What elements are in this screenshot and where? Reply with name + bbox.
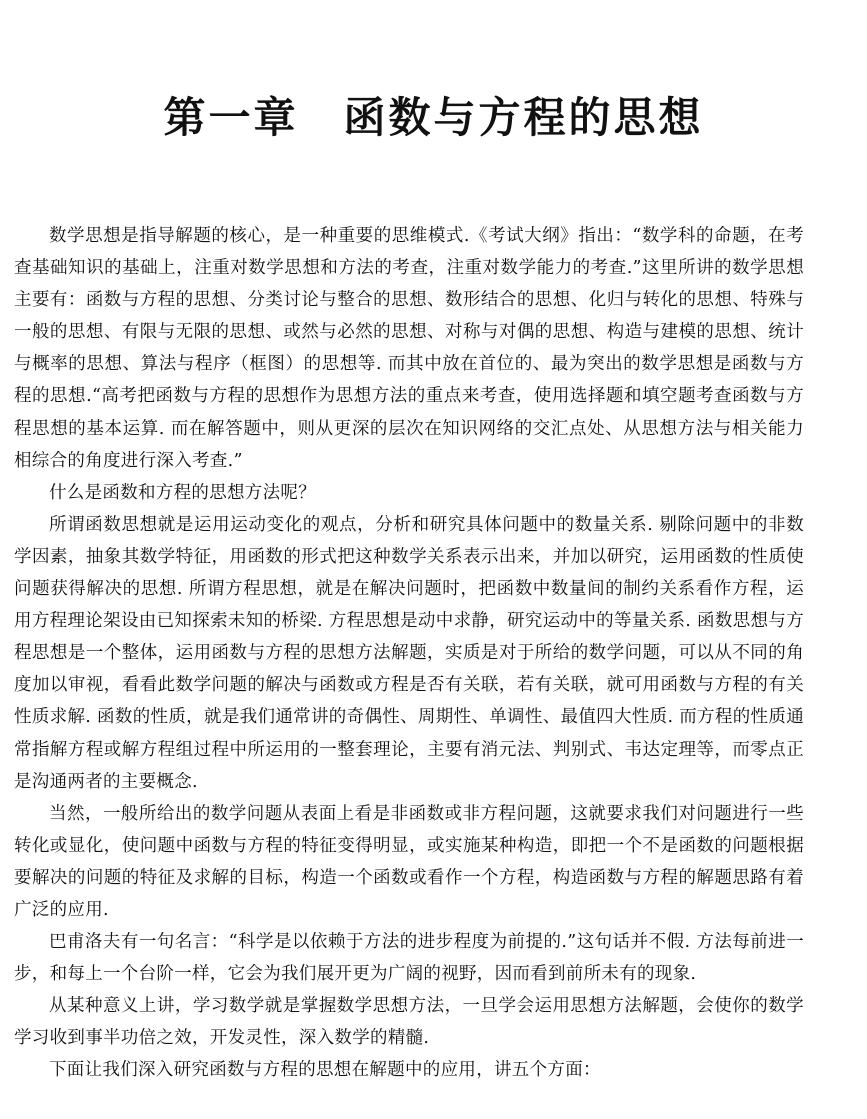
paragraph-question: 什么是函数和方程的思想方法呢？: [49, 482, 316, 503]
paragraph-pavlov-quote: 巴甫洛夫有一句名言：“科学是以依赖于方法的进步程度为前提的.”这句话并不假. 方法每前进一步，和每上一个台阶一样，它会为我们展开更为广阔的视野，因而看到前所未有的现象.: [14, 932, 804, 985]
paragraph-transformation: 当然，一般所给出的数学问题从表面上看是非函数或非方程问题，这就要求我们对问题进行一些转化或显化，使问题中函数与方程的特征变得明显，或实施某种构造，即把一个不是函数的问题根据要解决的问题的特征及求解的目标，构造一个函数或看作一个方程，构造函数与方程的解题思路有着广泛的应用.: [14, 803, 804, 920]
paragraph-definition: 所谓函数思想就是运用运动变化的观点，分析和研究具体问题中的数量关系. 剔除问题中的非数学因素，抽象其数学特征，用函数的形式把这种数学关系表示出来，并加以研究，运用函数的性质使问题获得解决的思想. 所谓方程思想，就是在解决问题时，把函数中数量间的制约关系看作方程，运用方程理论架设由已知探索未知的桥梁. 方程思想是动中求静，研究运动中的等量关系. 函数思想与方程思想是一个整体，运用函数与方程的思想方法解题，实质是对于所给的数学问题，可以从不同的角度加以审视，看看此数学问题的解决与函数或方程是否有关联，若有关联，就可用函数与方程的有关性质求解. 函数的性质，就是我们通常讲的奇偶性、周期性、单调性、最值四大性质. 而方程的性质通常指解方程或解方程组过程中所运用的一整套理论，主要有消元法、判别式、韦达定理等，而零点正是沟通两者的主要概念.: [14, 514, 804, 792]
chapter-title: 第一章 函数与方程的思想: [163, 93, 704, 142]
chapter-body: [14, 220, 804, 1087]
paragraph-mastery: 从某种意义上讲，学习数学就是掌握数学思想方法，一旦学会运用思想方法解题，会使你的数学学习收到事半功倍之效，开发灵性，深入数学的精髓.: [14, 996, 804, 1049]
paragraph-outline: 下面让我们深入研究函数与方程的思想在解题中的应用，讲五个方面：: [49, 1060, 601, 1081]
paragraph-intro: 数学思想是指导解题的核心，是一种重要的思维模式.《考试大纲》指出：“数学科的命题，在考查基础知识的基础上，注重对数学思想和方法的考查，注重对数学能力的考查.”这里所讲的数学思想主要有：函数与方程的思想、分类讨论与整合的思想、数形结合的思想、化归与转化的思想、特殊与一般的思想、有限与无限的思想、或然与必然的思想、对称与对偶的思想、构造与建模的思想、统计与概率的思想、算法与程序（框图）的思想等. 而其中放在首位的、最为突出的数学思想是函数与方程的思想.“高考把函数与方程的思想作为思想方法的重点来考查，使用选择题和填空题考查函数与方程思想的基本运算. 而在解答题中，则从更深的层次在知识网络的交汇点处、从思想方法与相关能力相综合的角度进行深入考查.”: [14, 226, 804, 471]
